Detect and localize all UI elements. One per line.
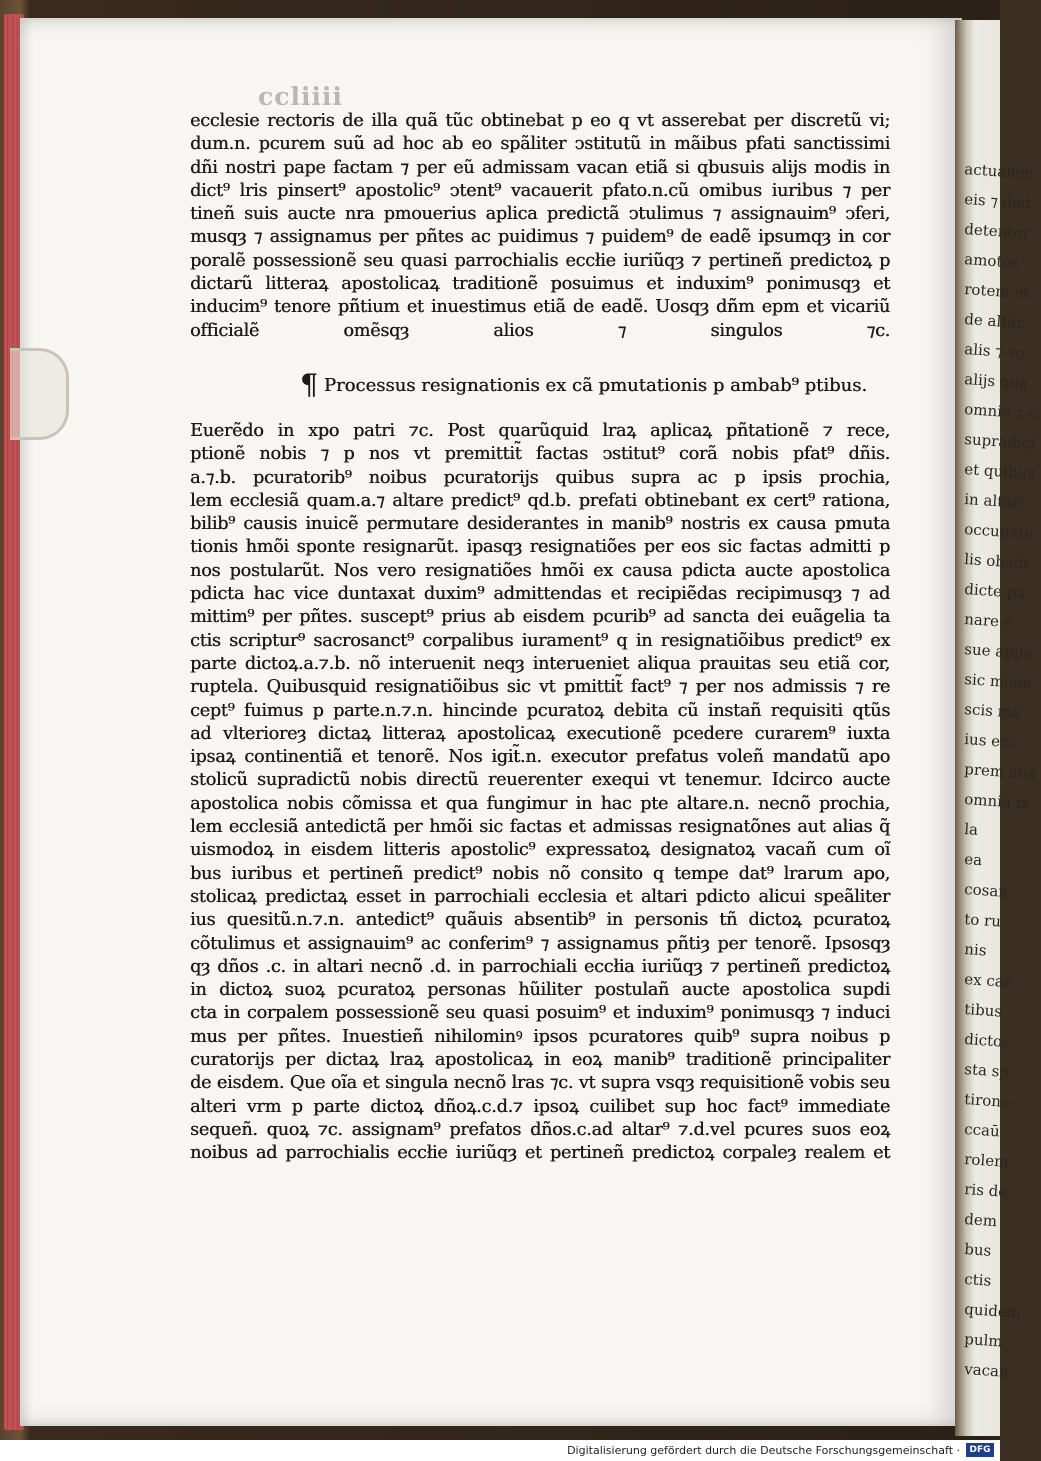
facing-page-fragment: alis ⁊ vo bbox=[963, 340, 1026, 363]
facing-page-fragment: et quibus bbox=[963, 460, 1036, 483]
facing-page-fragment: sue appe bbox=[963, 640, 1033, 663]
facing-page-fragment: de altar bbox=[963, 310, 1024, 333]
facing-page-fragment: eis ⁊ ded bbox=[963, 190, 1032, 213]
text-line: cept⁹ fuimus p parte.n.⁊.n. hincinde pcuratoꝝ debita cũ instañ requisiti qtũs bbox=[190, 700, 890, 721]
text-line: cõtulimus et assignauim⁹ ac conferim⁹ ⁊ assignamus pñtiȝ per tenorẽ. Ipsosqȝ bbox=[190, 933, 890, 954]
text-line: stolicũ supradictũ nobis directũ reuerenter exequi vt tenemur. Idcirco aucte bbox=[190, 770, 890, 791]
text-line: dict⁹ lris pinsert⁹ apostolic⁹ ↄtent⁹ vacauerit pfato.n.cũ omibus iuribus ⁊ per bbox=[190, 180, 890, 201]
clasp-icon bbox=[10, 348, 69, 440]
facing-page-fragment: omnia ⁊ si bbox=[963, 400, 1041, 424]
text-line: dictarũ litteraꝝ apostolicaꝝ traditionẽ posuimus et induxim⁹ ponimusqȝ et bbox=[190, 274, 890, 295]
text-line: officialẽ omẽsqȝ alios ⁊ singulos ⁊c. bbox=[190, 320, 890, 341]
text-line: a.⁊.b. pcuratorib⁹ noibus pcuratorijs quibus supra ac p ipsis prochia, bbox=[190, 467, 890, 488]
text-line: bus iuribus et pertineñ predict⁹ nobis nõ consito q tempe dat⁹ lrarum apo, bbox=[190, 863, 890, 884]
text-line: curatorijs per dictaꝝ lraꝝ apostolicaꝝ in eoꝝ manib⁹ traditionẽ principaliter bbox=[190, 1050, 890, 1071]
text-line: ius quesitũ.n.⁊.n. antedict⁹ quãuis absentib⁹ in personis tñ dictoꝝ pcuratoꝝ bbox=[190, 910, 890, 931]
section-heading bbox=[300, 368, 868, 401]
text-line: ipsaꝝ continentiã et tenorẽ. Nos igit̃.n. executor prefatus voleñ mandatũ apo bbox=[190, 747, 890, 768]
text-line: stolicaꝝ predictaꝝ esset in parrochiali ecclesia et altari pdicto alicui speãliter bbox=[190, 886, 890, 907]
facing-page-fragment: tirone bbox=[963, 1090, 1011, 1112]
text-line: cta in corpalem possessionẽ seu quasi posuim⁹ et induxim⁹ ponimusqȝ ⁊ induci bbox=[190, 1003, 890, 1024]
text-line: apostolica nobis cõmissa et qua fungimur in hac pte altare.n. necnõ prochia, bbox=[190, 793, 890, 814]
facing-page-fragment: cosan bbox=[963, 880, 1009, 902]
text-line: ecclesie rectoris de illa quã tũc obtinebat p eo q vt asserebat per discretũ vi; bbox=[190, 111, 890, 131]
facing-page-fragment: detentor bbox=[963, 220, 1031, 243]
text-line: tineñ suis aucte nra pmouerius aplica predictã ↄtulimus ⁊ assignauim⁹ ↄferi, bbox=[190, 204, 890, 225]
facing-page-fragment: ius ecc bbox=[963, 730, 1018, 752]
text-line: dñi nostri pape factam ⁊ per eũ admissam vacan etiã si qbusuis alijs modis in bbox=[190, 157, 890, 178]
facing-page-fragment: ccaū bbox=[963, 1120, 1001, 1141]
text-line: in dictoꝝ suoꝝ pcuratoꝝ personas hũiliter postulañ aucte apostolica supdi bbox=[190, 980, 890, 1001]
facing-page-fragment: pulm bbox=[963, 1330, 1004, 1351]
facing-page-fragment: lis obedi bbox=[963, 550, 1029, 573]
facing-page-fragment: bus bbox=[963, 1240, 992, 1260]
dfg-logo: DFG bbox=[966, 1443, 994, 1457]
text-line: mittim⁹ per pñtes. suscept⁹ prius ab eisdem pcurib⁹ ad sancta dei euãgelia ta bbox=[190, 607, 890, 628]
facing-page-fragment: prem ana bbox=[963, 760, 1038, 783]
section-heading-text: Processus resignationis ex cã pmutationis p ambab⁹ ptibus. bbox=[323, 374, 868, 396]
text-line: noibus ad parrochialis eccłie iuriũqȝ et pertineñ predictoꝝ corpaleȝ realem et bbox=[190, 1143, 890, 1164]
text-line: inducim⁹ tenore pñtium et inuestimus etiã de eadẽ. Uosqȝ dñm epm et vicariũ bbox=[190, 297, 890, 318]
facing-page-fragment: rolem bbox=[963, 1150, 1010, 1172]
text-line: ctis scriptur⁹ sacrosanct⁹ corpalibus iurament⁹ q in resignatiõibus predict⁹ ex bbox=[190, 630, 890, 651]
facing-page-fragment: occupato bbox=[963, 520, 1034, 543]
text-line: dum.n. pcurem suũ ad hoc ab eo spãliter ↄstitutũ in mãibus pfati sanctissimi bbox=[190, 134, 890, 155]
text-line: ruptela. Quibusquid resignatiõibus sic vt pmittit̃ fact⁹ ⁊ per nos admissis ⁊ re bbox=[190, 677, 890, 698]
facing-page-fragment: in altari bbox=[963, 490, 1025, 513]
text-line: uismodoꝝ in eisdem litteris apostolic⁹ expressatoꝝ designatoꝝ vacañ cum oĩ bbox=[190, 840, 890, 861]
facing-page-fragment: nis bbox=[963, 940, 988, 960]
text-line: ad vlterioreȝ dictaꝝ litteraꝝ apostolicaꝝ executionẽ pcedere curarem⁹ iuxta bbox=[190, 723, 890, 744]
pilcrow-icon: ¶ bbox=[300, 368, 318, 401]
facing-page-fragment: to ru bbox=[963, 910, 1002, 931]
paragraph-main bbox=[190, 420, 890, 1166]
facing-page-fragment: quidem bbox=[963, 1300, 1022, 1322]
text-line: qȝ dños .c. in altari necnõ .d. in parrochiali eccłia iuriũqȝ ⁊ pertineñ predictoꝝ bbox=[190, 956, 890, 977]
facing-page-fragment: dicte pa bbox=[963, 580, 1026, 603]
facing-page-fragment: alijs qua bbox=[963, 370, 1029, 393]
facing-page-fragment: vacan bbox=[963, 1360, 1010, 1382]
text-line: tionis hmõi sponte resignarũt. ipasqȝ resignatiões per eos sic factas admitti p bbox=[190, 537, 890, 558]
footer-bar bbox=[0, 1440, 1000, 1461]
footer-credit: Digitalisierung gefördert durch die Deutsche Forschungsgemeinschaft · bbox=[567, 1444, 960, 1457]
text-line: lem ecclesiã quam.a.⁊ altare predict⁹ qd.b. prefati obtinebant ex cert⁹ rationa, bbox=[190, 490, 890, 511]
facing-page-fragment: ea bbox=[963, 850, 983, 870]
facing-page-fragment: tibus bbox=[963, 1000, 1003, 1021]
facing-page-fragment: ctis bbox=[963, 1270, 992, 1290]
facing-page-fragment: scis ma bbox=[963, 700, 1022, 722]
facing-page-fragment: sic mone bbox=[963, 670, 1033, 693]
facing-page-fragment: amotos bbox=[963, 250, 1020, 272]
facing-page-fragment: nare e bbox=[963, 610, 1014, 632]
text-line: mus per pñtes. Inuestieñ nihilominꝰ ipsos pcuratores quib⁹ supra noibus p bbox=[190, 1026, 890, 1047]
facing-page-fragment: actualem bbox=[963, 160, 1035, 183]
facing-page-fragment: dem bbox=[963, 1210, 998, 1231]
facing-page-fragment: omnia tr bbox=[963, 790, 1030, 813]
facing-page-fragment: dictos bbox=[963, 1030, 1011, 1052]
text-line: ptionẽ nobis ⁊ p nos vt premittit̃ factas ↄstitut⁹ corã nobis pfat⁹ dñis. bbox=[190, 444, 890, 465]
text-line: Euerẽdo in xpo patri ⁊c. Post quarũquid lraꝝ aplicaꝝ pñtationẽ ⁊ rece, bbox=[190, 421, 890, 441]
text-line: poralẽ possessionẽ seu quasi parrochialis eccłie iuriũqȝ ⁊ pertineñ predictoꝝ p bbox=[190, 250, 890, 271]
paragraph-top bbox=[190, 110, 890, 343]
facing-page-fragment: sta sp bbox=[963, 1060, 1010, 1082]
facing-page-fragment: ris de bbox=[963, 1180, 1008, 1201]
facing-page bbox=[955, 20, 1041, 1436]
text-line: alteri vrm p parte dictoꝝ dñoꝝ.c.d.⁊ ipsoꝝ cuilibet sup hoc fact⁹ immediate bbox=[190, 1096, 890, 1117]
facing-page-fragment: rotem et bbox=[963, 280, 1030, 303]
text-line: lem ecclesiã antedictã per hmõi sic factas et admissas resignatõnes aut alias q̃ bbox=[190, 817, 890, 838]
text-line: nos postularũt. Nos vero resignatiões hmõi ex causa pdicta aucte apostolica bbox=[190, 560, 890, 581]
text-line: parte dictoꝝ.a.⁊.b. nõ interuenit neqȝ interueniet aliqua prauitas seu etiã cor, bbox=[190, 653, 890, 674]
text-line: sequeñ. quoꝝ ⁊c. assignam⁹ prefatos dños.c.ad altar⁹ ⁊.d.vel pcures suos eoꝝ bbox=[190, 1119, 890, 1140]
text-line: bilib⁹ causis inuicẽ permutare desiderantes in manib⁹ nostris ex causa pmuta bbox=[190, 514, 890, 535]
facing-page-fragment: supradict bbox=[963, 430, 1037, 453]
page-number: ccliiii bbox=[258, 82, 343, 111]
facing-page-fragment: la bbox=[963, 820, 979, 839]
text-line: musqȝ ⁊ assignamus per pñtes ac puidimus ⁊ puidem⁹ de eadẽ ipsumqȝ in cor bbox=[190, 227, 890, 248]
text-line: de eisdem. Que oĩa et singula necnõ lras ⁊c. vt supra vsqȝ requisitionẽ vobis seu bbox=[190, 1073, 890, 1094]
facing-page-fragment: ex can bbox=[963, 970, 1014, 992]
text-line: pdicta hac vice duntaxat duxim⁹ admittendas et recipiẽdas recipimusqȝ ⁊ ad bbox=[190, 584, 890, 605]
